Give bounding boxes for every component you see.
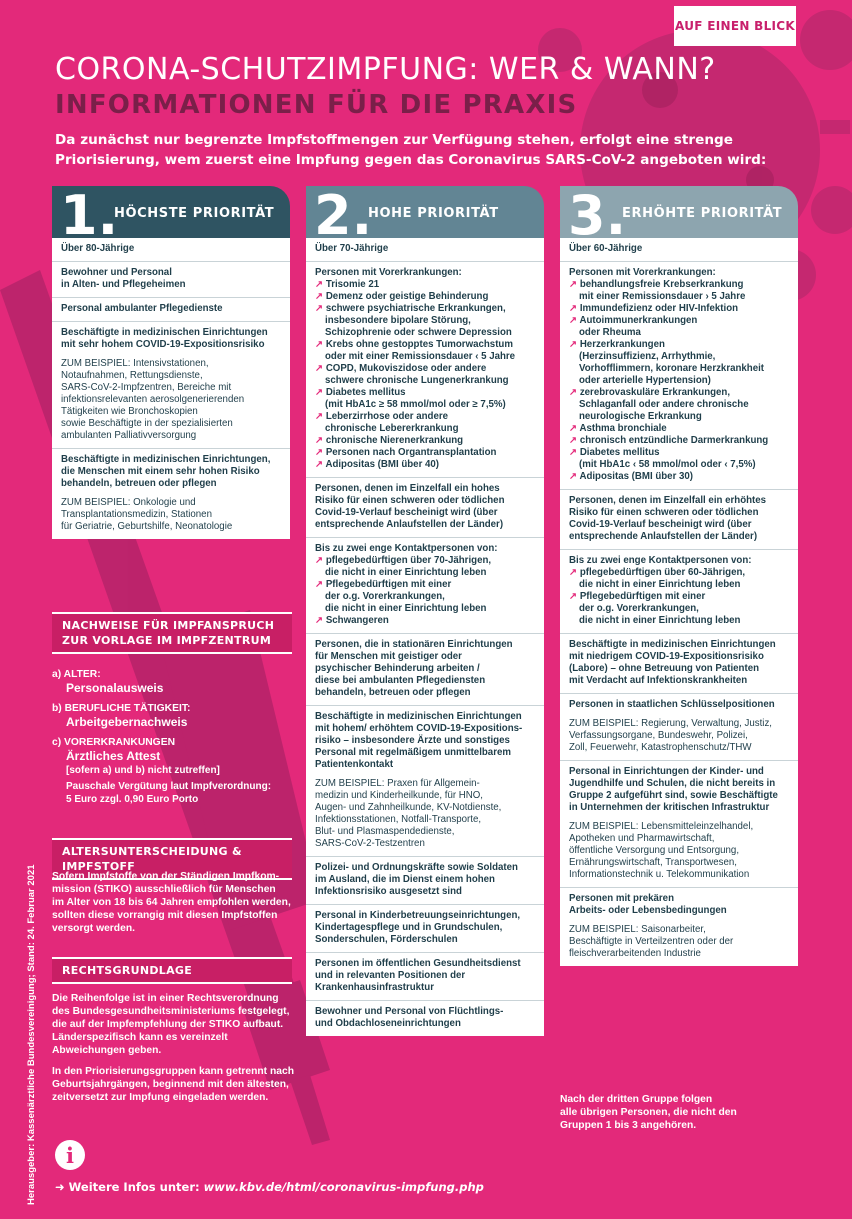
column-2-title: HOHE PRIORITÄT [368, 206, 499, 221]
text-line: Risiko für einen schweren oder tödlichen [315, 495, 505, 506]
age-vaccine-text [52, 870, 297, 935]
list-item: die nicht in einer Einrichtung leben [579, 579, 741, 590]
group-cell [52, 261, 290, 297]
group-cell [306, 261, 544, 477]
proof-condition-value: Ärztliches Attest [66, 749, 161, 763]
list-arrow-icon: ↗ [569, 435, 580, 446]
text-line: ZUM BEISPIEL: Onkologie und [61, 497, 196, 508]
text-line: infektionsrelevanten aerosolgenerierenden [61, 394, 245, 405]
publisher-note: Herausgeber: Kassenärztliche Bundesvereinigung; Stand: 24. Februar 2021 [26, 864, 37, 1205]
text-line: die auf der Impfempfehlung der STIKO aufbaut. [52, 1019, 284, 1030]
cell-heading: Personen mit Vorerkrankungen: [315, 267, 462, 278]
proof-job-value: Arbeitgebernachweis [66, 715, 188, 729]
list-item: ↗ schwere psychiatrische Erkrankungen, [315, 303, 506, 314]
list-item: (mit HbA1c ≥ 58 mmol/mol oder ≥ 7,5%) [325, 399, 506, 410]
text-line: für Geriatrie, Geburtshilfe, Neonatologie [61, 521, 233, 532]
list-item: die nicht in einer Einrichtung leben [325, 567, 487, 578]
group-cell [306, 952, 544, 1000]
at-a-glance-badge: AUF EINEN BLICK [674, 6, 796, 46]
list-item: die nicht in einer Einrichtung leben [325, 603, 487, 614]
list-arrow-icon: ↗ [569, 423, 580, 434]
cell-example [315, 778, 536, 850]
list-item: chronische Lebererkrankung [325, 423, 459, 434]
proof-section [52, 668, 292, 806]
group-cell [306, 705, 544, 856]
legal-basis-heading: RECHTSGRUNDLAGE [52, 957, 292, 984]
text-line: Ernährungswirtschaft, Transportwesen, [569, 857, 737, 868]
text-line: Infektionsrisiko ausgesetzt sind [315, 886, 462, 897]
page-subtitle: INFORMATIONEN FÜR DIE PRAXIS [55, 90, 578, 120]
text-line: Personen, die in stationären Einrichtungen [315, 639, 513, 650]
text-line: Gruppe 2 aufgeführt sind, sowie Beschäftigte [569, 790, 778, 801]
footer-link[interactable] [55, 1180, 484, 1194]
contact-list [315, 555, 536, 627]
text-line: diese bei ambulanten Pflegediensten [315, 675, 486, 686]
text-line: Beschäftigte in Verteilzentren oder der [569, 936, 734, 947]
age-vaccine-heading: ALTERSUNTERSCHEIDUNG & IMPFSTOFF [52, 838, 292, 880]
list-item: ↗ Adipositas (BMI über 30) [569, 471, 694, 482]
cell-heading: Personen mit Vorerkrankungen: [569, 267, 716, 278]
list-item: ↗ Diabetes mellitus [315, 387, 406, 398]
text-line: Personal mit regelmäßigem unmittelbarem [315, 747, 511, 758]
text-line: mit sehr hohem COVID-19-Expositionsrisiko [61, 339, 265, 350]
text-line: im Alter von 18 bis 64 Jahren empfohlen werden, [52, 897, 291, 908]
cell-text [61, 454, 282, 490]
text-line: mit niedrigem COVID-19-Expositionsrisiko [569, 651, 764, 662]
text-line: Beschäftigte in medizinischen Einrichtungen [569, 639, 776, 650]
cell-text [569, 699, 790, 711]
list-item: Vorhofflimmern, koronare Herzkrankheit [579, 363, 765, 374]
text-line: NACHWEISE FÜR IMPFANSPRUCH [62, 619, 275, 632]
proof-payment-note [66, 780, 292, 806]
group-cell [560, 693, 798, 760]
text-line: mit hohem/ erhöhtem COVID-19-Expositions- [315, 723, 523, 734]
list-arrow-icon: ↗ [315, 387, 326, 398]
group-cell [306, 904, 544, 952]
cell-text [569, 766, 790, 814]
list-arrow-icon: ↗ [569, 339, 580, 350]
group-cell [52, 448, 290, 539]
list-item: (Herzinsuffizienz, Arrhythmie, [579, 351, 716, 362]
text-line: Personal in Einrichtungen der Kinder- und [569, 766, 764, 777]
group-cell [52, 297, 290, 321]
text-line: risiko – insbesondere Ärzte und sonstiges [315, 735, 510, 746]
text-line: Jugendhilfe und Schulen, die nicht bereits in [569, 778, 776, 789]
text-line: entsprechende Anlaufstellen der Länder) [569, 531, 758, 542]
text-line: Gruppen 1 bis 3 angehören. [560, 1120, 697, 1131]
priority-column-1 [52, 186, 290, 539]
group-cell [560, 261, 798, 489]
cell-example [569, 924, 790, 960]
cell-text [315, 1006, 536, 1030]
text-line: Zoll, Feuerwehr, Katastrophenschutz/THW [569, 742, 752, 753]
text-line: ambulanten Palliativversorgung [61, 430, 197, 441]
column-3-title: ERHÖHTE PRIORITÄT [622, 206, 783, 221]
list-item: ↗ Immundefizienz oder HIV-Infektion [569, 303, 739, 314]
text-line: 5 Euro zzgl. 0,90 Euro Porto [66, 794, 199, 805]
cell-text [569, 893, 790, 917]
text-line: Bewohner und Personal [61, 267, 172, 278]
cell-text [315, 958, 536, 994]
list-item: Schlaganfall oder andere chronische [579, 399, 749, 410]
list-item: ↗ pflegebedürftigen über 60-Jährigen, [569, 567, 746, 578]
cell-heading: Bis zu zwei enge Kontaktpersonen von: [569, 555, 752, 566]
text-line: Abweichungen geben. [52, 1045, 162, 1056]
text-line: Geburtsjahrgängen, beginnend mit den ältesten, [52, 1079, 289, 1090]
text-line: alle übrigen Personen, die nicht den [560, 1107, 737, 1118]
legal-basis-paragraph-2 [52, 1065, 297, 1104]
legal-basis-text [52, 992, 297, 1104]
text-line: die Menschen mit einem sehr hohen Risiko [61, 466, 260, 477]
text-line: Informationstechnik u. Telekommunikation [569, 869, 750, 880]
text-line: ZUM BEISPIEL: Regierung, Verwaltung, Justiz, [569, 718, 772, 729]
list-item: ↗ Adipositas (BMI über 40) [315, 459, 440, 470]
text-line: sollten diese vorrangig mit diesen Impfstoffen [52, 910, 278, 921]
text-line: mit Verdacht auf Infektionskrankheiten [569, 675, 748, 686]
text-line: Sofern Impfstoffe von der Ständigen Impfkom- [52, 871, 280, 882]
list-item: ↗ Autoimmunerkrankungen [569, 315, 698, 326]
list-arrow-icon: ↗ [315, 555, 326, 566]
list-item: ↗ pflegebedürftigen über 70-Jährigen, [315, 555, 492, 566]
column-3-number: 3. [568, 184, 627, 247]
proof-age-label: a) ALTER: [52, 669, 101, 680]
text-line: Risiko für einen schweren oder tödlichen [569, 507, 759, 518]
group-cell [560, 549, 798, 633]
list-arrow-icon: ↗ [315, 411, 326, 422]
list-arrow-icon: ↗ [569, 567, 580, 578]
text-line: und Obdachloseneinrichtungen [315, 1018, 461, 1029]
text-line: Personal in Kinderbetreuungseinrichtungen, [315, 910, 521, 921]
text-line: Beschäftigte in medizinischen Einrichtungen, [61, 454, 271, 465]
list-item: Schizophrenie oder schwere Depression [325, 327, 512, 338]
list-arrow-icon: ↗ [569, 387, 580, 398]
text-line: medizin und Kinderheilkunde, für HNO, [315, 790, 484, 801]
group-cell [306, 856, 544, 904]
group-cell [560, 633, 798, 693]
group-cell [306, 537, 544, 633]
text-line: Personen mit prekären [569, 893, 674, 904]
column-1-number: 1. [60, 184, 119, 247]
priority-column-2 [306, 186, 544, 1036]
cell-text: Über 80-Jährige [61, 243, 135, 254]
text-line: Die Reihenfolge ist in einer Rechtsverordnung [52, 993, 279, 1004]
list-item: oder arterielle Hypertension) [579, 375, 711, 386]
footer-url[interactable]: www.kbv.de/html/coronavirus-impfung.php [203, 1180, 484, 1194]
list-arrow-icon: ↗ [315, 435, 326, 446]
intro-text: Da zunächst nur begrenzte Impfstoffmengen zur Verfügung stehen, erfolgt eine strenge Priorisierung, wem zuerst eine Impfung gegen das Coronavirus SARS-CoV-2 angeboten wird: [55, 132, 767, 168]
group-cell [306, 477, 544, 537]
text-line: Covid-19-Verlauf bescheinigt wird (über [315, 507, 498, 518]
text-line: ZUM BEISPIEL: Lebensmitteleinzelhandel, [569, 821, 754, 832]
column-2-body [306, 238, 544, 1036]
text-line: Transplantationsmedizin, Stationen [61, 509, 212, 520]
list-item: ↗ Pflegebedürftigen mit einer [569, 591, 706, 602]
list-arrow-icon: ↗ [569, 303, 580, 314]
list-arrow-icon: ↗ [315, 579, 326, 590]
text-line: Polizei- und Ordnungskräfte sowie Soldaten [315, 862, 518, 873]
cell-text [61, 267, 282, 291]
contact-list [569, 567, 790, 627]
list-item: ↗ zerebrovaskuläre Erkrankungen, [569, 387, 731, 398]
text-line: ZUM BEISPIEL: Praxen für Allgemein- [315, 778, 480, 789]
list-arrow-icon: ↗ [315, 291, 326, 302]
list-item: insbesondere bipolare Störung, [325, 315, 471, 326]
list-item: ↗ Trisomie 21 [315, 279, 380, 290]
cell-text [315, 910, 536, 946]
list-item: der o.g. Vorerkrankungen, [325, 591, 445, 602]
text-line: Kindertagespflege und in Grundschulen, [315, 922, 503, 933]
cell-text [315, 483, 536, 531]
text-line: psychischer Behinderung arbeiten / [315, 663, 480, 674]
text-line: öffentliche Versorgung und Entsorgung, [569, 845, 740, 856]
text-line: in Alten- und Pflegeheimen [61, 279, 186, 290]
legal-basis-paragraph-1 [52, 992, 297, 1057]
text-line: zeitversetzt zur Impfung eingeladen werden. [52, 1092, 269, 1103]
text-line: Augen- und Zahnheilkunde, KV-Notdienste, [315, 802, 502, 813]
list-item: ↗ Personen nach Organtransplantation [315, 447, 497, 458]
text-line: Länderspezifisch kann es vereinzelt [52, 1032, 228, 1043]
column-1-body [52, 238, 290, 539]
column-2-number: 2. [314, 184, 373, 247]
proof-condition-label: c) VORERKRANKUNGEN [52, 737, 175, 748]
cell-text [315, 711, 536, 771]
list-arrow-icon: ↗ [315, 615, 326, 626]
group-cell [306, 1000, 544, 1036]
text-line: Infektionsstationen, Notfall-Transporte, [315, 814, 482, 825]
cell-text [61, 327, 282, 351]
cell-text [315, 639, 536, 699]
text-line: Personen im öffentlichen Gesundheitsdienst [315, 958, 521, 969]
condition-list [315, 279, 536, 471]
priority-column-3 [560, 186, 798, 966]
list-item: neurologische Erkrankung [579, 411, 702, 422]
list-item: oder Rheuma [579, 327, 641, 338]
text-line: und in relevanten Positionen der [315, 970, 466, 981]
list-item: (mit HbA1c ‹ 58 mmol/mol oder ‹ 7,5%) [579, 459, 756, 470]
text-line: Personen in staatlichen Schlüsselpositionen [569, 699, 775, 710]
column-3-body [560, 238, 798, 966]
text-line: Blut- und Plasmaspendedienste, [315, 826, 455, 837]
list-item: der o.g. Vorerkrankungen, [579, 603, 699, 614]
info-icon: i [55, 1140, 85, 1170]
cell-heading: Bis zu zwei enge Kontaktpersonen von: [315, 543, 498, 554]
cell-example [569, 821, 790, 881]
list-arrow-icon: ↗ [569, 279, 580, 290]
list-item: ↗ chronische Nierenerkrankung [315, 435, 464, 446]
text-line: ZUM BEISPIEL: Intensivstationen, [61, 358, 209, 369]
text-line: Nach der dritten Gruppe folgen [560, 1094, 713, 1105]
group-cell [560, 887, 798, 966]
text-line: Notaufnahmen, Rettungsdienste, [61, 370, 203, 381]
text-line: SARS-CoV-2-Impfzentren, Bereiche mit [61, 382, 232, 393]
text-line: ZUM BEISPIEL: Saisonarbeiter, [569, 924, 706, 935]
list-item: ↗ Demenz oder geistige Behinderung [315, 291, 489, 302]
text-line: Apotheken und Pharmawirtschaft, [569, 833, 715, 844]
cell-text: Über 60-Jährige [569, 243, 643, 254]
text-line: Personen, denen im Einzelfall ein erhöhtes [569, 495, 767, 506]
list-item: ↗ Asthma bronchiale [569, 423, 667, 434]
text-line: Beschäftigte in medizinischen Einrichtungen [61, 327, 268, 338]
text-line: Covid-19-Verlauf bescheinigt wird (über [569, 519, 752, 530]
list-arrow-icon: ↗ [315, 447, 326, 458]
text-line: behandeln, betreuen oder pflegen [315, 687, 471, 698]
text-line: Personen, denen im Einzelfall ein hohes [315, 483, 500, 494]
cell-example [61, 358, 282, 442]
after-group-3-note [560, 1093, 798, 1132]
list-item: ↗ Herzerkrankungen [569, 339, 665, 350]
list-item: oder mit einer Remissionsdauer ‹ 5 Jahre [325, 351, 516, 362]
group-cell [560, 489, 798, 549]
proof-condition-note: [sofern a) und b) nicht zutreffen] [66, 765, 220, 776]
list-arrow-icon: ↗ [569, 591, 580, 602]
text-line: für Menschen mit geistiger oder [315, 651, 462, 662]
list-item: ↗ Leberzirrhose oder andere [315, 411, 449, 422]
list-item: ↗ Pflegebedürftigen mit einer [315, 579, 452, 590]
cell-text [315, 862, 536, 898]
cell-example [569, 718, 790, 754]
group-cell [560, 760, 798, 887]
text-line: (Labore) – ohne Betreuung von Patienten [569, 663, 759, 674]
list-arrow-icon: ↗ [569, 447, 580, 458]
text-line: Patientenkontakt [315, 759, 394, 770]
proof-age-value: Personalausweis [66, 681, 164, 695]
text-line: Sonderschulen, Förderschulen [315, 934, 458, 945]
text-line: sowie Beschäftigte in der spezialisierten [61, 418, 233, 429]
proof-job-label: b) BERUFLICHE TÄTIGKEIT: [52, 703, 191, 714]
text-line: Arbeits- oder Lebensbedingungen [569, 905, 727, 916]
list-arrow-icon: ↗ [569, 315, 580, 326]
list-item: schwere chronische Lungenerkrankung [325, 375, 509, 386]
column-2-header [306, 184, 544, 247]
column-3-header [560, 184, 798, 247]
text-line: im Ausland, die im Dienst einem hohen [315, 874, 495, 885]
text-line: des Bundesgesundheitsministeriums festgelegt, [52, 1006, 290, 1017]
condition-list [569, 279, 790, 483]
list-item: ↗ chronisch entzündliche Darmerkrankung [569, 435, 769, 446]
list-arrow-icon: ↗ [315, 339, 326, 350]
text-line: behandeln, betreuen oder pflegen [61, 478, 217, 489]
group-cell [306, 633, 544, 705]
list-arrow-icon: ↗ [315, 279, 326, 290]
text-line: Verfassungsorgane, Bundeswehr, Polizei, [569, 730, 748, 741]
list-arrow-icon: ↗ [315, 459, 326, 470]
cell-text [569, 495, 790, 543]
text-line: Beschäftigte in medizinischen Einrichtungen [315, 711, 522, 722]
text-line: fleischverarbeitenden Industrie [569, 948, 701, 959]
list-item: die nicht in einer Einrichtung leben [579, 615, 741, 626]
cell-text [569, 639, 790, 687]
list-item: ↗ COPD, Mukoviszidose oder andere [315, 363, 487, 374]
footer-prefix: Weitere Infos unter: [68, 1180, 204, 1194]
text-line: mission (STIKO) ausschließlich für Menschen [52, 884, 276, 895]
cell-text: Personal ambulanter Pflegedienste [61, 303, 223, 314]
text-line: ZUR VORLAGE IM IMPFZENTRUM [62, 634, 272, 647]
group-cell [52, 321, 290, 448]
list-arrow-icon: ↗ [569, 471, 580, 482]
page-title: CORONA-SCHUTZIMPFUNG: WER & WANN? [55, 52, 716, 87]
text-line: SARS-CoV-2-Testzentren [315, 838, 425, 849]
text-line: Bewohner und Personal von Flüchtlings- [315, 1006, 504, 1017]
text-line: Krankenhausinfrastruktur [315, 982, 434, 993]
text-line: in Unternehmen der kritischen Infrastruktur [569, 802, 770, 813]
list-item: ↗ behandlungsfreie Krebserkrankung [569, 279, 744, 290]
list-arrow-icon: ↗ [315, 363, 326, 374]
text-line: Pauschale Vergütung laut Impfverordnung: [66, 781, 272, 792]
list-item: ↗ Schwangeren [315, 615, 389, 626]
list-item: mit einer Remissionsdauer › 5 Jahre [579, 291, 746, 302]
text-line: versorgt werden. [52, 923, 135, 934]
text-line: In den Priorisierungsgruppen kann getrennt nach [52, 1066, 295, 1077]
proof-section-heading [52, 612, 292, 654]
cell-text: Über 70-Jährige [315, 243, 389, 254]
cell-example [61, 497, 282, 533]
arrow-right-icon: ➜ [55, 1180, 69, 1194]
list-arrow-icon: ↗ [315, 303, 326, 314]
list-item: ↗ Diabetes mellitus [569, 447, 660, 458]
text-line: entsprechende Anlaufstellen der Länder) [315, 519, 504, 530]
column-1-title: HÖCHSTE PRIORITÄT [114, 206, 275, 221]
list-item: ↗ Krebs ohne gestopptes Tumorwachstum [315, 339, 513, 350]
column-1-header [52, 184, 290, 247]
text-line: Tätigkeiten wie Bronchoskopien [61, 406, 198, 417]
